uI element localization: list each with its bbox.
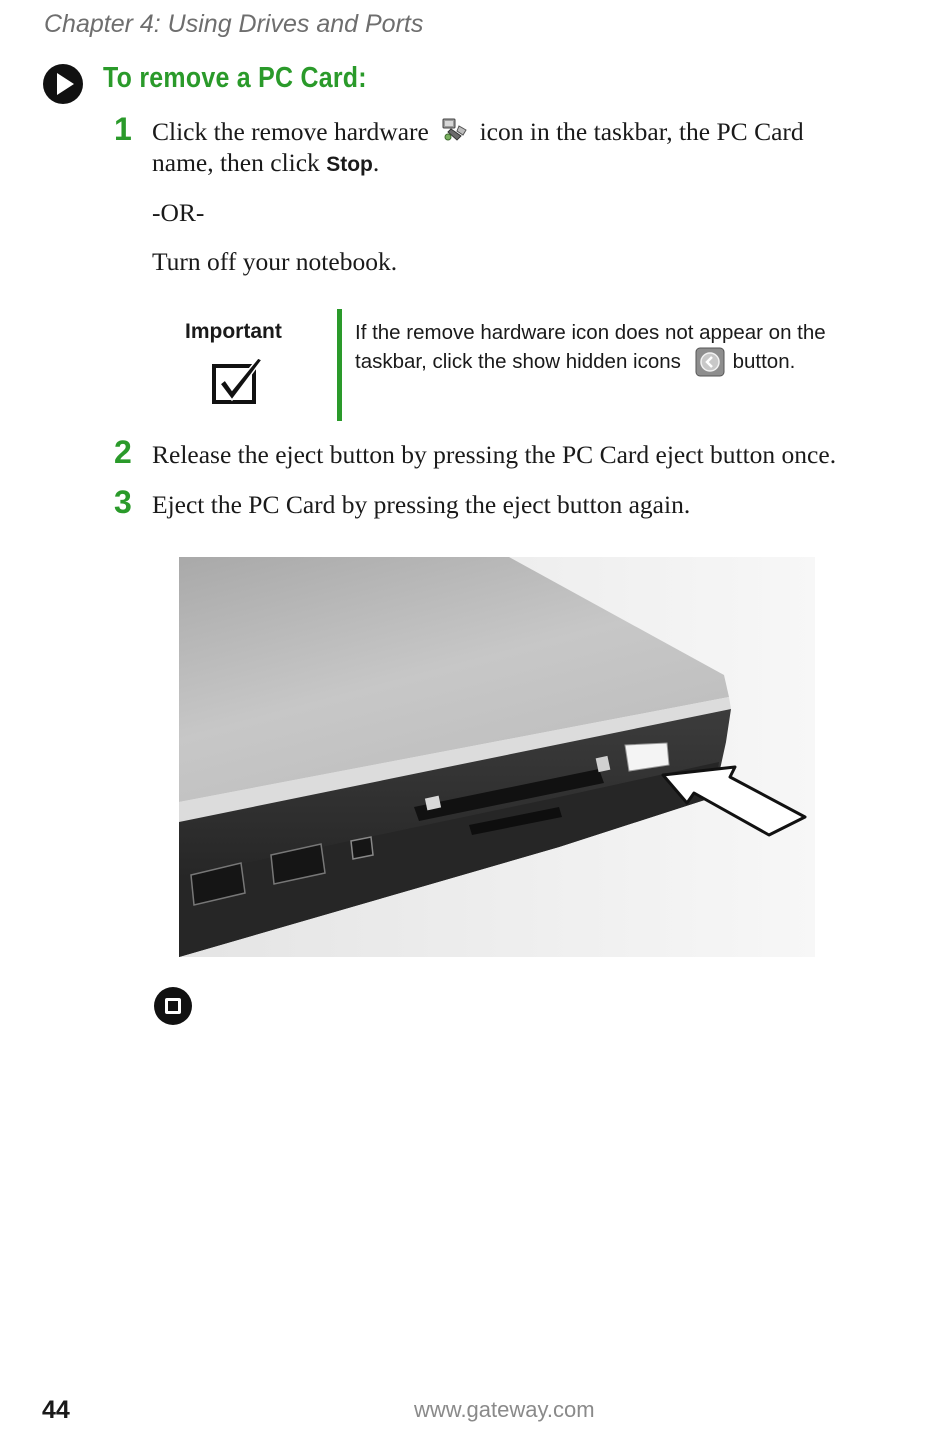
step-1-number: 1 xyxy=(114,111,132,147)
notebook-pc-card-eject-photo xyxy=(179,557,815,957)
step-1-text-part2: icon in the taskbar, the PC Card xyxy=(479,117,804,146)
page-number: 44 xyxy=(42,1396,70,1424)
note-text-part1: If the remove hardware icon does not appear on the taskbar, click the show hidden icons xyxy=(355,321,826,373)
footer-url: www.gateway.com xyxy=(414,1397,595,1422)
step-2-number: 2 xyxy=(114,434,132,470)
step-1-text xyxy=(152,116,922,180)
step-3-text: Eject the PC Card by pressing the eject button again. xyxy=(152,490,691,519)
note-text-part2: button. xyxy=(732,350,796,373)
step-1-text-part3: name, then click xyxy=(152,148,320,177)
show-hidden-icons-chevron-icon xyxy=(695,347,725,377)
checkmark-icon xyxy=(210,356,266,410)
step-1-text-part1: Click the remove hardware xyxy=(152,117,429,146)
procedure-title: To remove a PC Card: xyxy=(103,62,367,94)
remove-hardware-icon xyxy=(439,116,469,144)
step-1-alternative: Turn off your notebook. xyxy=(152,247,398,276)
step-3-number: 3 xyxy=(114,484,132,520)
important-note-text xyxy=(355,319,875,377)
stop-command: Stop xyxy=(326,153,373,176)
or-separator: -OR- xyxy=(152,198,205,227)
step-2-text: Release the eject button by pressing the PC Card eject button once. xyxy=(152,440,837,469)
important-label: Important xyxy=(185,320,282,343)
step-1-period: . xyxy=(372,148,380,177)
end-of-procedure-icon xyxy=(153,986,193,1026)
running-header: Chapter 4: Using Drives and Ports xyxy=(44,10,424,38)
note-divider xyxy=(337,309,342,421)
procedure-arrow-icon xyxy=(42,63,84,105)
